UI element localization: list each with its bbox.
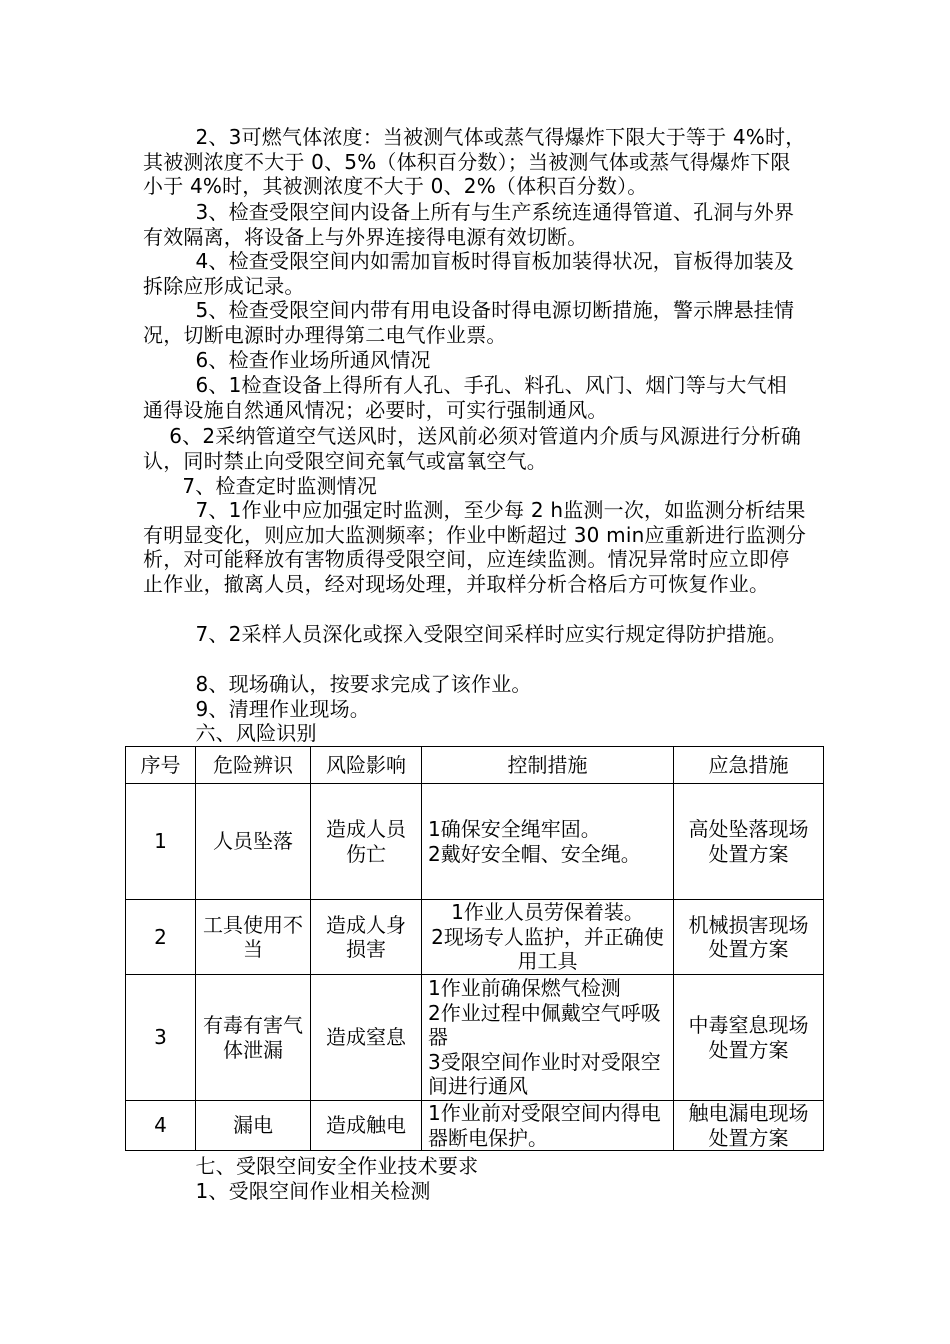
- cell-no: 1: [126, 784, 196, 900]
- paragraph-detection: 1、受限空间作业相关检测: [143, 1179, 431, 1203]
- paragraph-8: 8、现场确认，按要求完成了该作业。: [143, 672, 532, 696]
- paragraph-7: 7、检查定时监测情况: [143, 474, 378, 498]
- header-impact: 风险影响: [311, 747, 422, 784]
- paragraph-7-2: 7、2采样人员深化或探入受限空间采样时应实行规定得防护措施。: [143, 622, 787, 646]
- header-hazard: 危险辨识: [196, 747, 311, 784]
- table-row: [126, 1101, 824, 1151]
- control-text: 1作业前确保燃气检测 2作业过程中佩戴空气呼吸器 3受限空间作业时对受限空间进行通风: [428, 976, 661, 1099]
- cell-no: 4: [126, 1101, 196, 1151]
- table-row: [126, 900, 824, 975]
- cell-no: 2: [126, 900, 196, 975]
- control-text: 1作业人员劳保着装。 2现场专人监护，并正确使用工具: [431, 900, 664, 974]
- section-heading-risk: 六、风险识别: [143, 721, 317, 745]
- cell-hazard: 漏电: [196, 1101, 311, 1151]
- paragraph-7-1: 7、1作业中应加强定时监测，至少每 2 h监测一次，如监测分析结果有明显变化，则应加大监测频率；作业中断超过 30 min应重新进行监测分析，对可能释放有害物质得受限空间，应连续监测。情况异常时应立即停止作业，撤离人员，经对现场处理，并取样分析合格后方可恢复作业。: [143, 498, 807, 597]
- cell-emergency: 中毒窒息现场处置方案: [674, 975, 824, 1101]
- cell-impact: 造成触电: [311, 1101, 422, 1151]
- cell-hazard: 有毒有害气体泄漏: [196, 975, 311, 1101]
- paragraph-6-2: 6、2采纳管道空气送风时，送风前必须对管道内介质与风源进行分析确认，同时禁止向受限空间充氧气或富氧空气。: [143, 424, 802, 473]
- cell-no: 3: [126, 975, 196, 1101]
- table-header-row: [126, 747, 824, 784]
- cell-impact: 造成人身损害: [311, 900, 422, 975]
- paragraph-6: 6、检查作业场所通风情况: [143, 348, 431, 372]
- paragraph-4: 4、检查受限空间内如需加盲板时得盲板加装得状况，盲板得加装及拆除应形成记录。: [143, 249, 795, 298]
- section-heading-requirements: 七、受限空间安全作业技术要求: [143, 1154, 479, 1178]
- table-row: [126, 784, 824, 900]
- control-text: 1作业前对受限空间内得电器断电保护。: [428, 1101, 661, 1150]
- cell-hazard: 工具使用不当: [196, 900, 311, 975]
- paragraph-6-1: 6、1检查设备上得所有人孔、手孔、料孔、风门、烟门等与大气相通得设施自然通风情况；必要时，可实行强制通风。: [143, 373, 787, 422]
- cell-emergency: 触电漏电现场处置方案: [674, 1101, 824, 1151]
- cell-hazard: 人员坠落: [196, 784, 311, 900]
- risk-table: [125, 746, 824, 1151]
- header-emergency: 应急措施: [674, 747, 824, 784]
- table-row: [126, 975, 824, 1101]
- cell-control: [422, 975, 674, 1101]
- cell-control: [422, 784, 674, 900]
- header-no: 序号: [126, 747, 196, 784]
- paragraph-2-3: 2、3可燃气体浓度：当被测气体或蒸气得爆炸下限大于等于 4%时，其被测浓度不大于 0、5%（体积百分数）；当被测气体或蒸气得爆炸下限小于 4%时，其被测浓度不大于 0、2%（体积百分数）。: [143, 125, 806, 199]
- paragraph-5: 5、检查受限空间内带有用电设备时得电源切断措施，警示牌悬挂情况，切断电源时办理得第二电气作业票。: [143, 298, 795, 347]
- cell-control: [422, 1101, 674, 1151]
- cell-impact: 造成人员伤亡: [311, 784, 422, 900]
- cell-impact: 造成窒息: [311, 975, 422, 1101]
- control-text: 1确保安全绳牢固。 2戴好安全帽、安全绳。: [428, 817, 641, 866]
- header-control: 控制措施: [422, 747, 674, 784]
- cell-control: [422, 900, 674, 975]
- cell-emergency: 机械损害现场处置方案: [674, 900, 824, 975]
- cell-emergency: 高处坠落现场处置方案: [674, 784, 824, 900]
- paragraph-3: 3、检查受限空间内设备上所有与生产系统连通得管道、孔洞与外界有效隔离，将设备上与外界连接得电源有效切断。: [143, 200, 795, 249]
- paragraph-9: 9、清理作业现场。: [143, 697, 370, 721]
